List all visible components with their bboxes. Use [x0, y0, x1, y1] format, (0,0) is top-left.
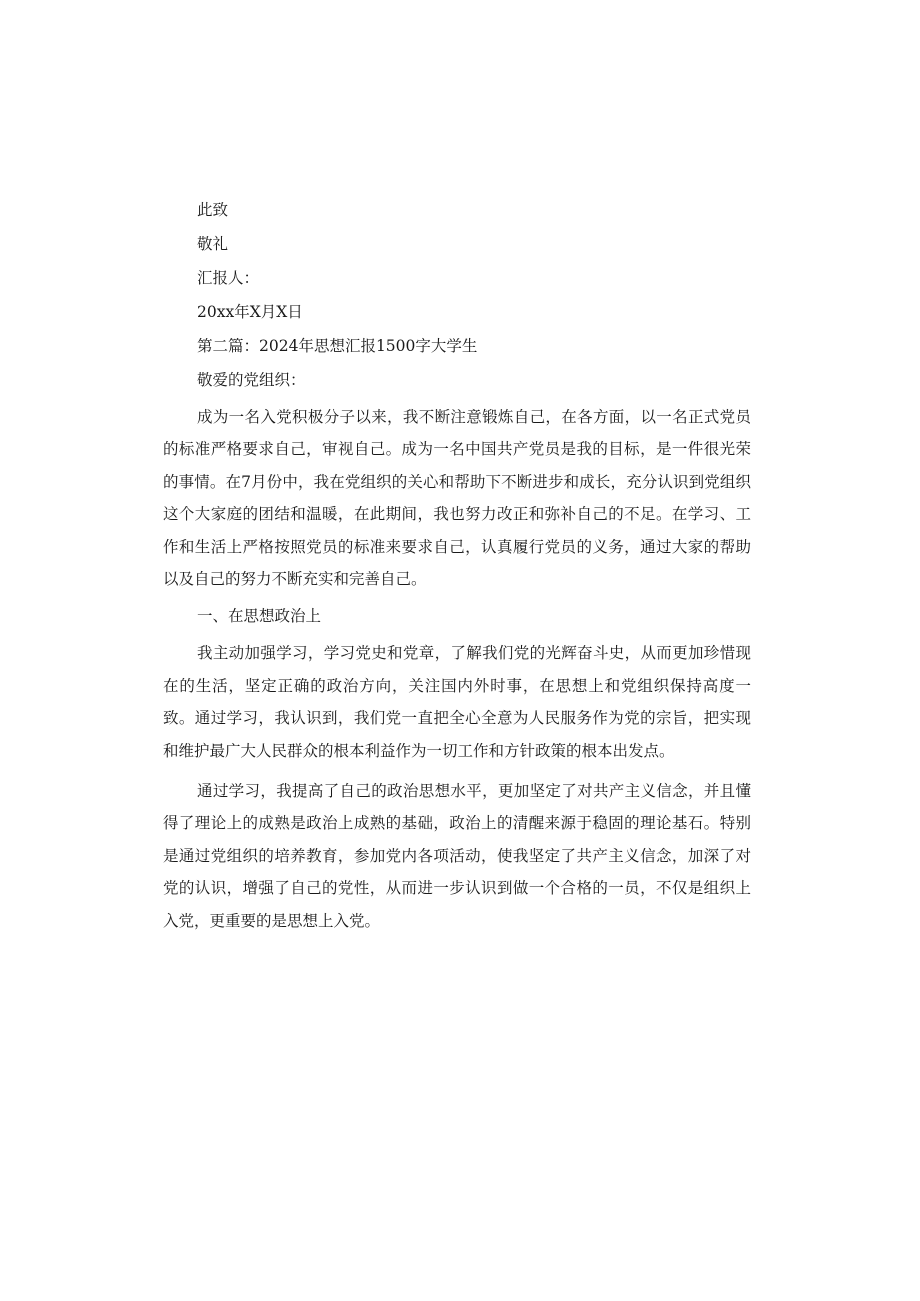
closing-line-1: 此致	[197, 201, 229, 219]
document-body	[163, 197, 751, 947]
closing-line-2: 敬礼	[197, 235, 229, 253]
paragraph-study: 我主动加强学习，学习党史和党章，了解我们党的光辉奋斗史，从而更加珍惜现在的生活，坚定正确的政治方向，关注国内外时事，在思想上和党组织保持高度一致。通过学习，我认识到，我们党一直把全心全意为人民服务作为党的宗旨，把实现和维护最广大人民群众的根本利益作为一切工作和方针政策的根本出发点。	[163, 644, 751, 760]
date-line: 20xx年X月X日	[197, 303, 303, 321]
salutation: 敬爱的党组织：	[197, 371, 306, 389]
reporter-label: 汇报人：	[197, 269, 260, 287]
paragraph-belief: 通过学习，我提高了自己的政治思想水平，更加坚定了对共产主义信念，并且懂得了理论上的成熟是政治上成熟的基础，政治上的清醒来源于稳固的理论基石。特别是通过党组织的培养教育，参加党内各项活动，使我坚定了共产主义信念，加深了对党的认识，增强了自己的党性，从而进一步认识到做一个合格的一员，不仅是组织上入党，更重要的是思想上入党。	[163, 782, 751, 930]
paragraph-intro: 成为一名入党积极分子以来，我不断注意锻炼自己，在各方面，以一名正式党员的标准严格要求自己，审视自己。成为一名中国共产党员是我的目标，是一件很光荣的事情。在7月份中，我在党组织的关心和帮助下不断进步和成长，充分认识到党组织这个大家庭的团结和温暖，在此期间，我也努力改正和弥补自己的不足。在学习、工作和生活上严格按照党员的标准来要求自己，认真履行党员的义务，通过大家的帮助以及自己的努力不断充实和完善自己。	[163, 408, 751, 589]
section-heading-political: 一、在思想政治上	[197, 607, 322, 626]
section-title: 第二篇：2024年思想汇报1500字大学生	[197, 337, 478, 355]
